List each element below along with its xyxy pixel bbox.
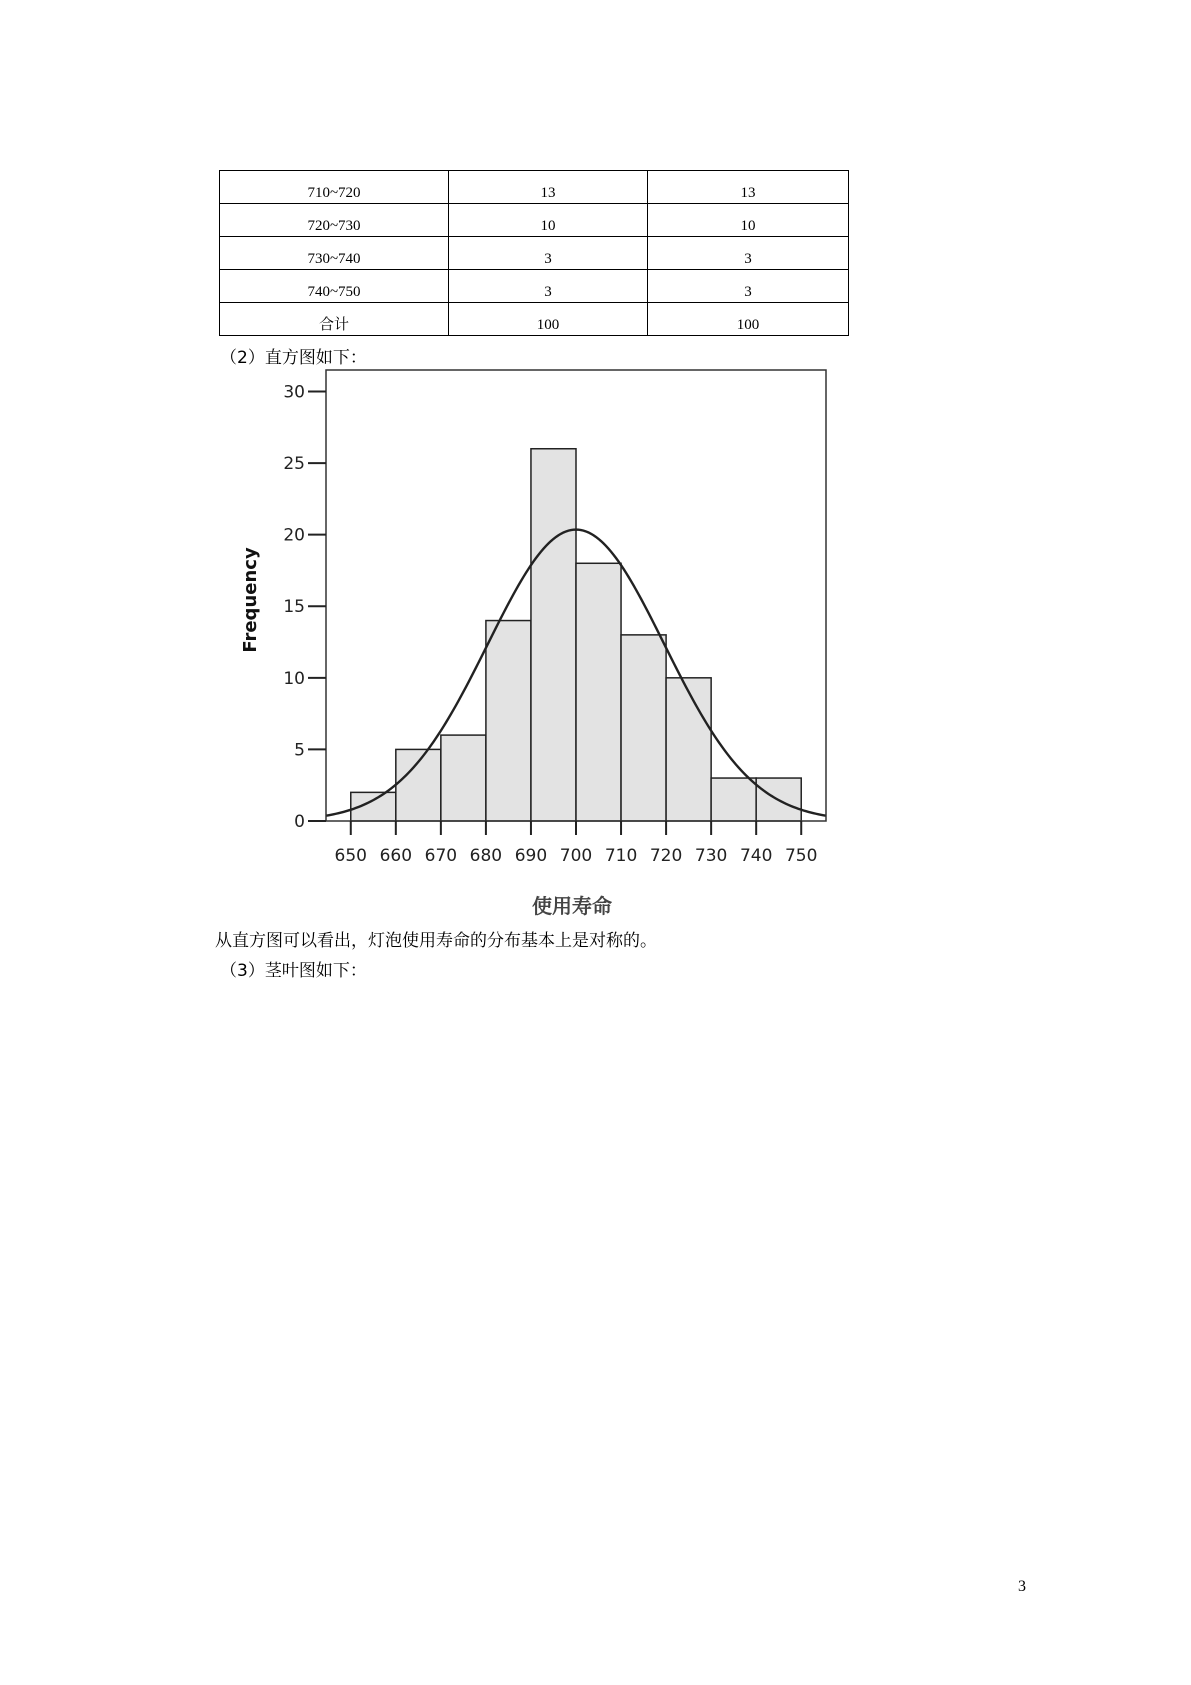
table-row xyxy=(220,171,849,204)
x-tick-label: 690 xyxy=(514,846,548,866)
x-tick-label: 740 xyxy=(739,846,773,866)
total-label-cell: 合计 xyxy=(220,303,449,336)
section-heading-2: （2）直方图如下： xyxy=(220,348,367,368)
range-cell: 740~750 xyxy=(220,270,449,303)
y-axis-label: Frequency xyxy=(240,547,261,653)
section-heading-3: （3）茎叶图如下： xyxy=(220,961,367,981)
frequency-cell: 3 xyxy=(449,270,648,303)
x-axis-label: 使用寿命 xyxy=(532,894,612,918)
histogram-chart xyxy=(230,362,840,922)
histogram-bar xyxy=(576,563,621,821)
histogram-bar xyxy=(486,621,531,821)
frequency-cell: 3 xyxy=(648,270,849,303)
table-total-row xyxy=(220,303,849,336)
x-tick-label: 710 xyxy=(604,846,638,866)
y-axis xyxy=(283,382,326,832)
table-row xyxy=(220,237,849,270)
histogram-bar xyxy=(441,735,486,821)
y-tick-label: 5 xyxy=(294,740,305,761)
frequency-cell: 13 xyxy=(648,171,849,204)
total-frequency-cell: 100 xyxy=(449,303,648,336)
frequency-cell: 10 xyxy=(449,204,648,237)
range-cell: 730~740 xyxy=(220,237,449,270)
histogram-bar xyxy=(531,449,576,821)
conclusion-text: 从直方图可以看出，灯泡使用寿命的分布基本上是对称的。 xyxy=(215,931,657,951)
table-row xyxy=(220,204,849,237)
frequency-cell: 13 xyxy=(449,171,648,204)
x-axis xyxy=(335,821,818,866)
y-tick-label: 15 xyxy=(283,597,305,618)
x-tick-label: 680 xyxy=(469,846,503,866)
y-tick-label: 10 xyxy=(283,668,305,689)
x-tick-label: 660 xyxy=(379,846,413,866)
page-number: 3 xyxy=(1018,1578,1026,1595)
total-frequency-cell: 100 xyxy=(648,303,849,336)
histogram-bar xyxy=(666,678,711,821)
bars-layer xyxy=(351,449,801,821)
frequency-cell: 10 xyxy=(648,204,849,237)
table-row xyxy=(220,270,849,303)
x-tick-label: 670 xyxy=(424,846,458,866)
y-tick-label: 25 xyxy=(283,454,305,475)
y-tick-label: 0 xyxy=(294,812,305,832)
x-tick-label: 750 xyxy=(784,846,818,866)
frequency-cell: 3 xyxy=(449,237,648,270)
y-tick-label: 30 xyxy=(283,382,305,403)
histogram-bar xyxy=(711,778,756,821)
histogram-bar xyxy=(621,635,666,821)
x-tick-label: 700 xyxy=(559,846,593,866)
range-cell: 710~720 xyxy=(220,171,449,204)
x-tick-label: 650 xyxy=(334,846,368,866)
range-cell: 720~730 xyxy=(220,204,449,237)
x-tick-label: 720 xyxy=(649,846,683,866)
y-tick-label: 20 xyxy=(283,525,305,546)
frequency-table xyxy=(219,170,849,336)
x-tick-label: 730 xyxy=(694,846,728,866)
frequency-cell: 3 xyxy=(648,237,849,270)
